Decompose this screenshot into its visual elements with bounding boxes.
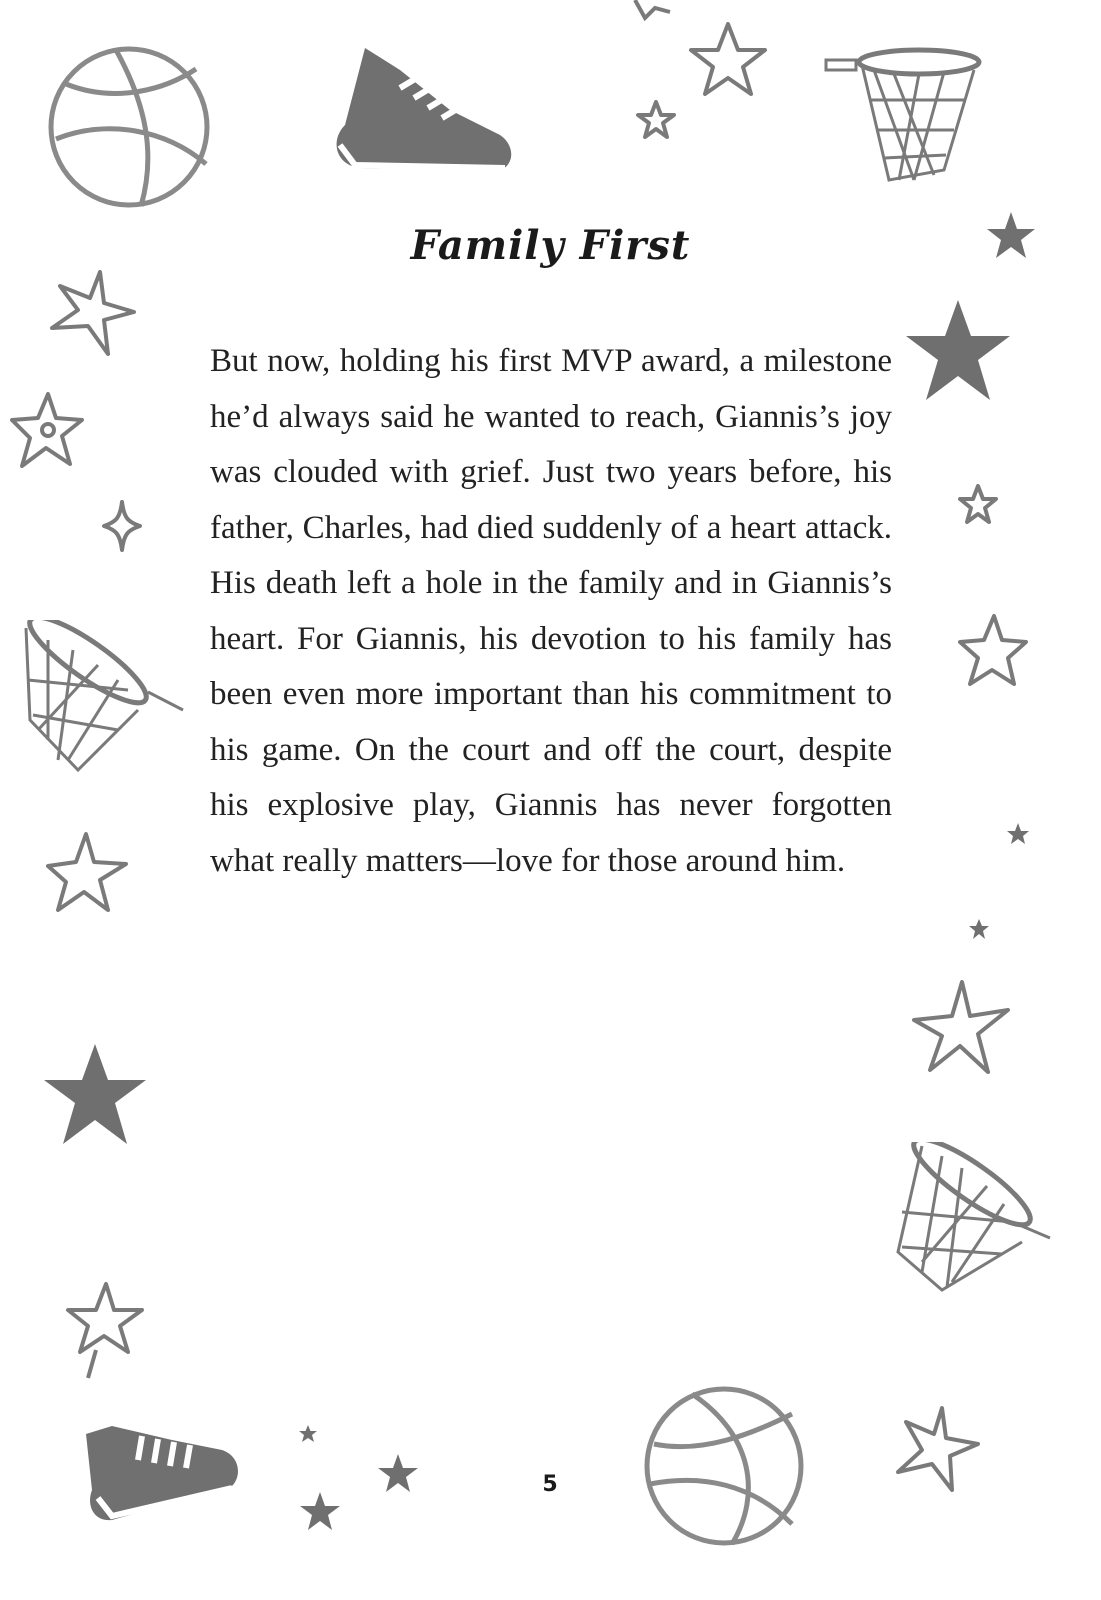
star-icon: [968, 918, 990, 940]
star-icon: [630, 0, 676, 30]
page-title: Family First: [410, 222, 691, 269]
star-icon: [298, 1424, 318, 1444]
star-icon: [902, 296, 1014, 408]
page-number: 5: [542, 1472, 558, 1497]
sneaker-icon: [330, 40, 520, 180]
star-icon: [958, 612, 1028, 688]
sneaker-icon: [82, 1420, 242, 1524]
star-icon: [66, 1280, 146, 1380]
star-icon: [912, 978, 1012, 1078]
star-icon: [892, 1404, 982, 1494]
body-paragraph: But now, holding his first MVP award, a milestone he’d always said he wanted to reach, Giannis’s joy was clouded with grief. Just two years before, his father, Charles, had died suddenly of a heart attack. His death left a hole in the family and in Giannis’s heart. For Giannis, his devotion to his family has been even more important than his commitment to his game. On the court and off the court, despite his explosive play, Giannis has never forgotten what really matters—love for those around him.: [210, 343, 892, 879]
star-icon: [985, 210, 1037, 262]
basketball-icon: [642, 1384, 806, 1548]
star-icon: [10, 390, 86, 470]
basketball-hoop-icon: [892, 1142, 1052, 1292]
star-icon: [298, 1490, 342, 1534]
basketball-hoop-icon: [824, 40, 984, 190]
basketball-icon: [46, 44, 212, 210]
star-icon: [958, 484, 998, 526]
star-icon: [48, 268, 138, 358]
star-icon: [46, 830, 130, 914]
basketball-hoop-icon: [18, 620, 186, 776]
star-icon: [688, 20, 768, 100]
star-icon: [1006, 822, 1030, 846]
sparkle-icon: [102, 500, 142, 552]
star-icon: [376, 1452, 420, 1496]
star-icon: [40, 1040, 150, 1150]
star-icon: [636, 100, 676, 140]
